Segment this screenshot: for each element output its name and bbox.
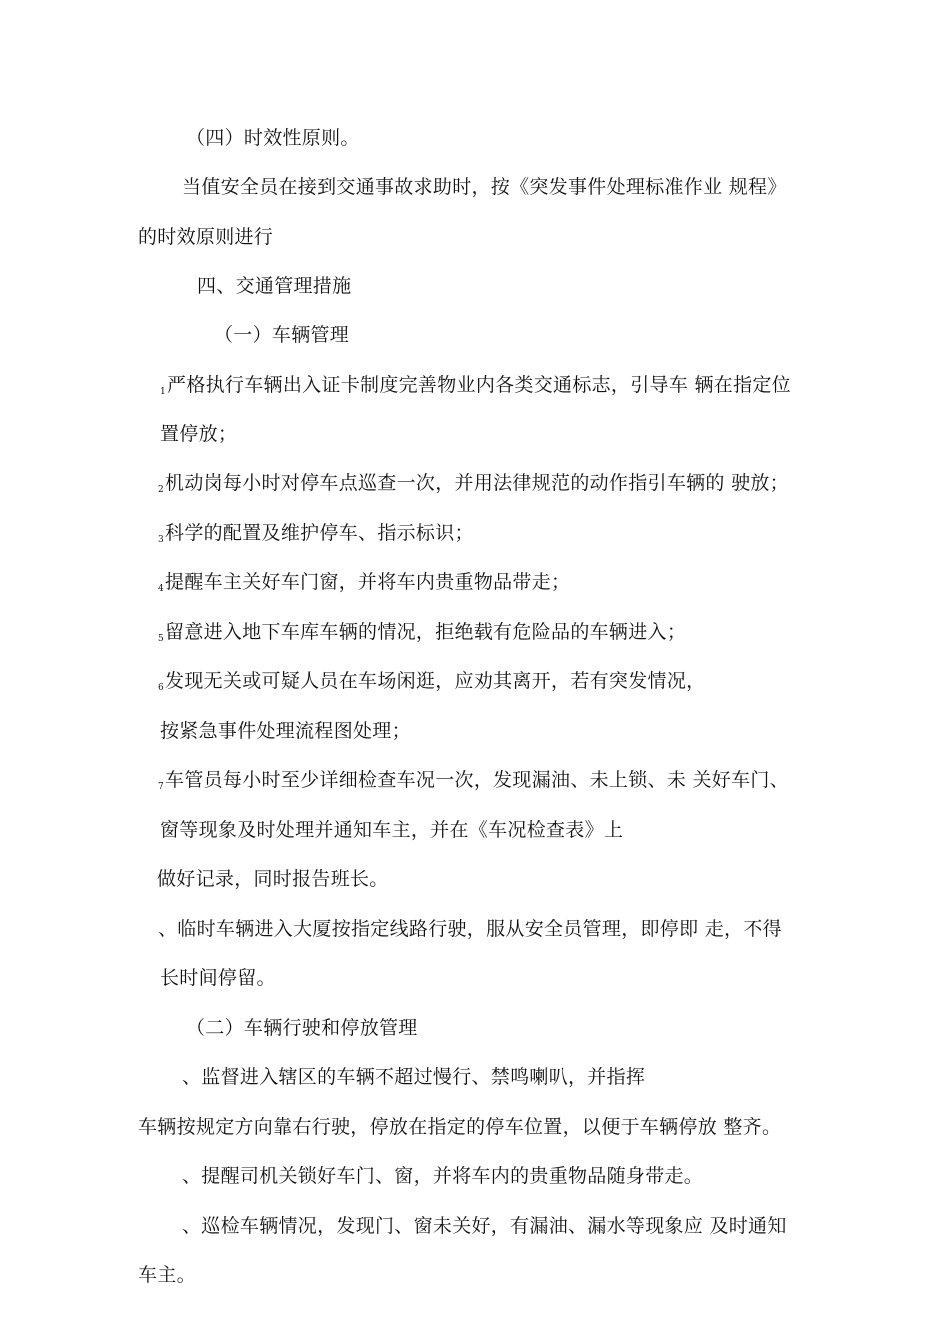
list-marker: 2 (158, 485, 165, 495)
list-item (158, 520, 474, 553)
line-text: 、临时车辆进入大厦按指定线路行驶，服从安全员管理，即停即 走，不得 (158, 918, 782, 940)
line-text: 严格执行车辆出入证卡制度完善物业内各类交通标志，引导车 辆在指定位 (167, 374, 791, 396)
line-text: 窗等现象及时处理并通知车主，并在《车况检查表》上 (160, 819, 624, 841)
line-text: （四）时效性原则。 (186, 127, 360, 149)
line-text: 按紧急事件处理流程图处理； (160, 720, 411, 742)
line-text: 、巡检车辆情况，发现门、窗未关好，有漏油、漏水等现象应 及时通知 (182, 1215, 787, 1237)
list-item (158, 668, 705, 701)
line-text: 长时间停留。 (160, 967, 276, 989)
line-text: 车辆按规定方向靠右行驶，停放在指定的停车位置，以便于车辆停放 整齐。 (138, 1116, 782, 1138)
list-item (158, 767, 789, 800)
line-text: 、提醒司机关锁好车门、窗，并将车内的贵重物品随身带走。 (182, 1165, 704, 1187)
line-text: 机动岗每小时对停车点巡查一次，并用法律规范的动作指引车辆的 驶放； (165, 472, 789, 494)
list-marker: 1 (160, 387, 167, 397)
line-text: 发现无关或可疑人员在车场闲逛，应劝其离开，若有突发情况， (165, 670, 706, 692)
text-line (158, 916, 782, 942)
line-text: 车管员每小时至少详细检查车况一次，发现漏油、未上锁、未 关好车门、 (165, 769, 789, 791)
line-text: （二）车辆行驶和停放管理 (186, 1017, 418, 1039)
list-marker: 3 (158, 535, 165, 545)
text-line (186, 125, 360, 151)
line-text: 留意进入地下车库车辆的情况，拒绝载有危险品的车辆进入； (165, 621, 687, 643)
line-text: （一）车辆管理 (214, 324, 350, 346)
text-line (160, 817, 623, 843)
list-marker: 6 (158, 683, 165, 693)
list-item (160, 372, 791, 405)
text-line (182, 1064, 645, 1090)
line-text: 提醒车主关好车门窗，并将车内贵重物品带走； (165, 571, 571, 593)
subsection-heading (214, 322, 349, 348)
line-text: 车主。 (138, 1264, 196, 1286)
line-text: 、监督进入辖区的车辆不超过慢行、禁鸣喇叭，并指挥 (182, 1066, 646, 1088)
line-text: 当值安全员在接到交通事故求助时，按《突发事件处理标准作业 规程》 (182, 176, 787, 198)
list-marker: 5 (158, 634, 165, 644)
line-text: 四、交通管理措施 (197, 275, 352, 297)
list-marker: 4 (158, 584, 165, 594)
subsection-heading (186, 1015, 418, 1041)
text-line (138, 1262, 196, 1288)
line-text: 做好记录，同时报告班长。 (157, 868, 389, 890)
list-item (158, 619, 686, 652)
line-text: 的时效原则进行 (138, 226, 274, 248)
text-line (160, 718, 411, 744)
section-heading (197, 273, 351, 299)
text-line (182, 1213, 787, 1239)
list-item (158, 470, 789, 503)
text-line (138, 1114, 781, 1140)
text-line (157, 866, 389, 892)
line-text: 置停放； (160, 423, 238, 445)
text-line (160, 965, 276, 991)
text-line (160, 421, 237, 447)
list-item (158, 569, 570, 602)
text-line (138, 224, 273, 250)
text-line (182, 174, 787, 200)
text-line (182, 1163, 703, 1189)
list-marker: 7 (158, 782, 165, 792)
line-text: 科学的配置及维护停车、指示标识； (165, 522, 474, 544)
